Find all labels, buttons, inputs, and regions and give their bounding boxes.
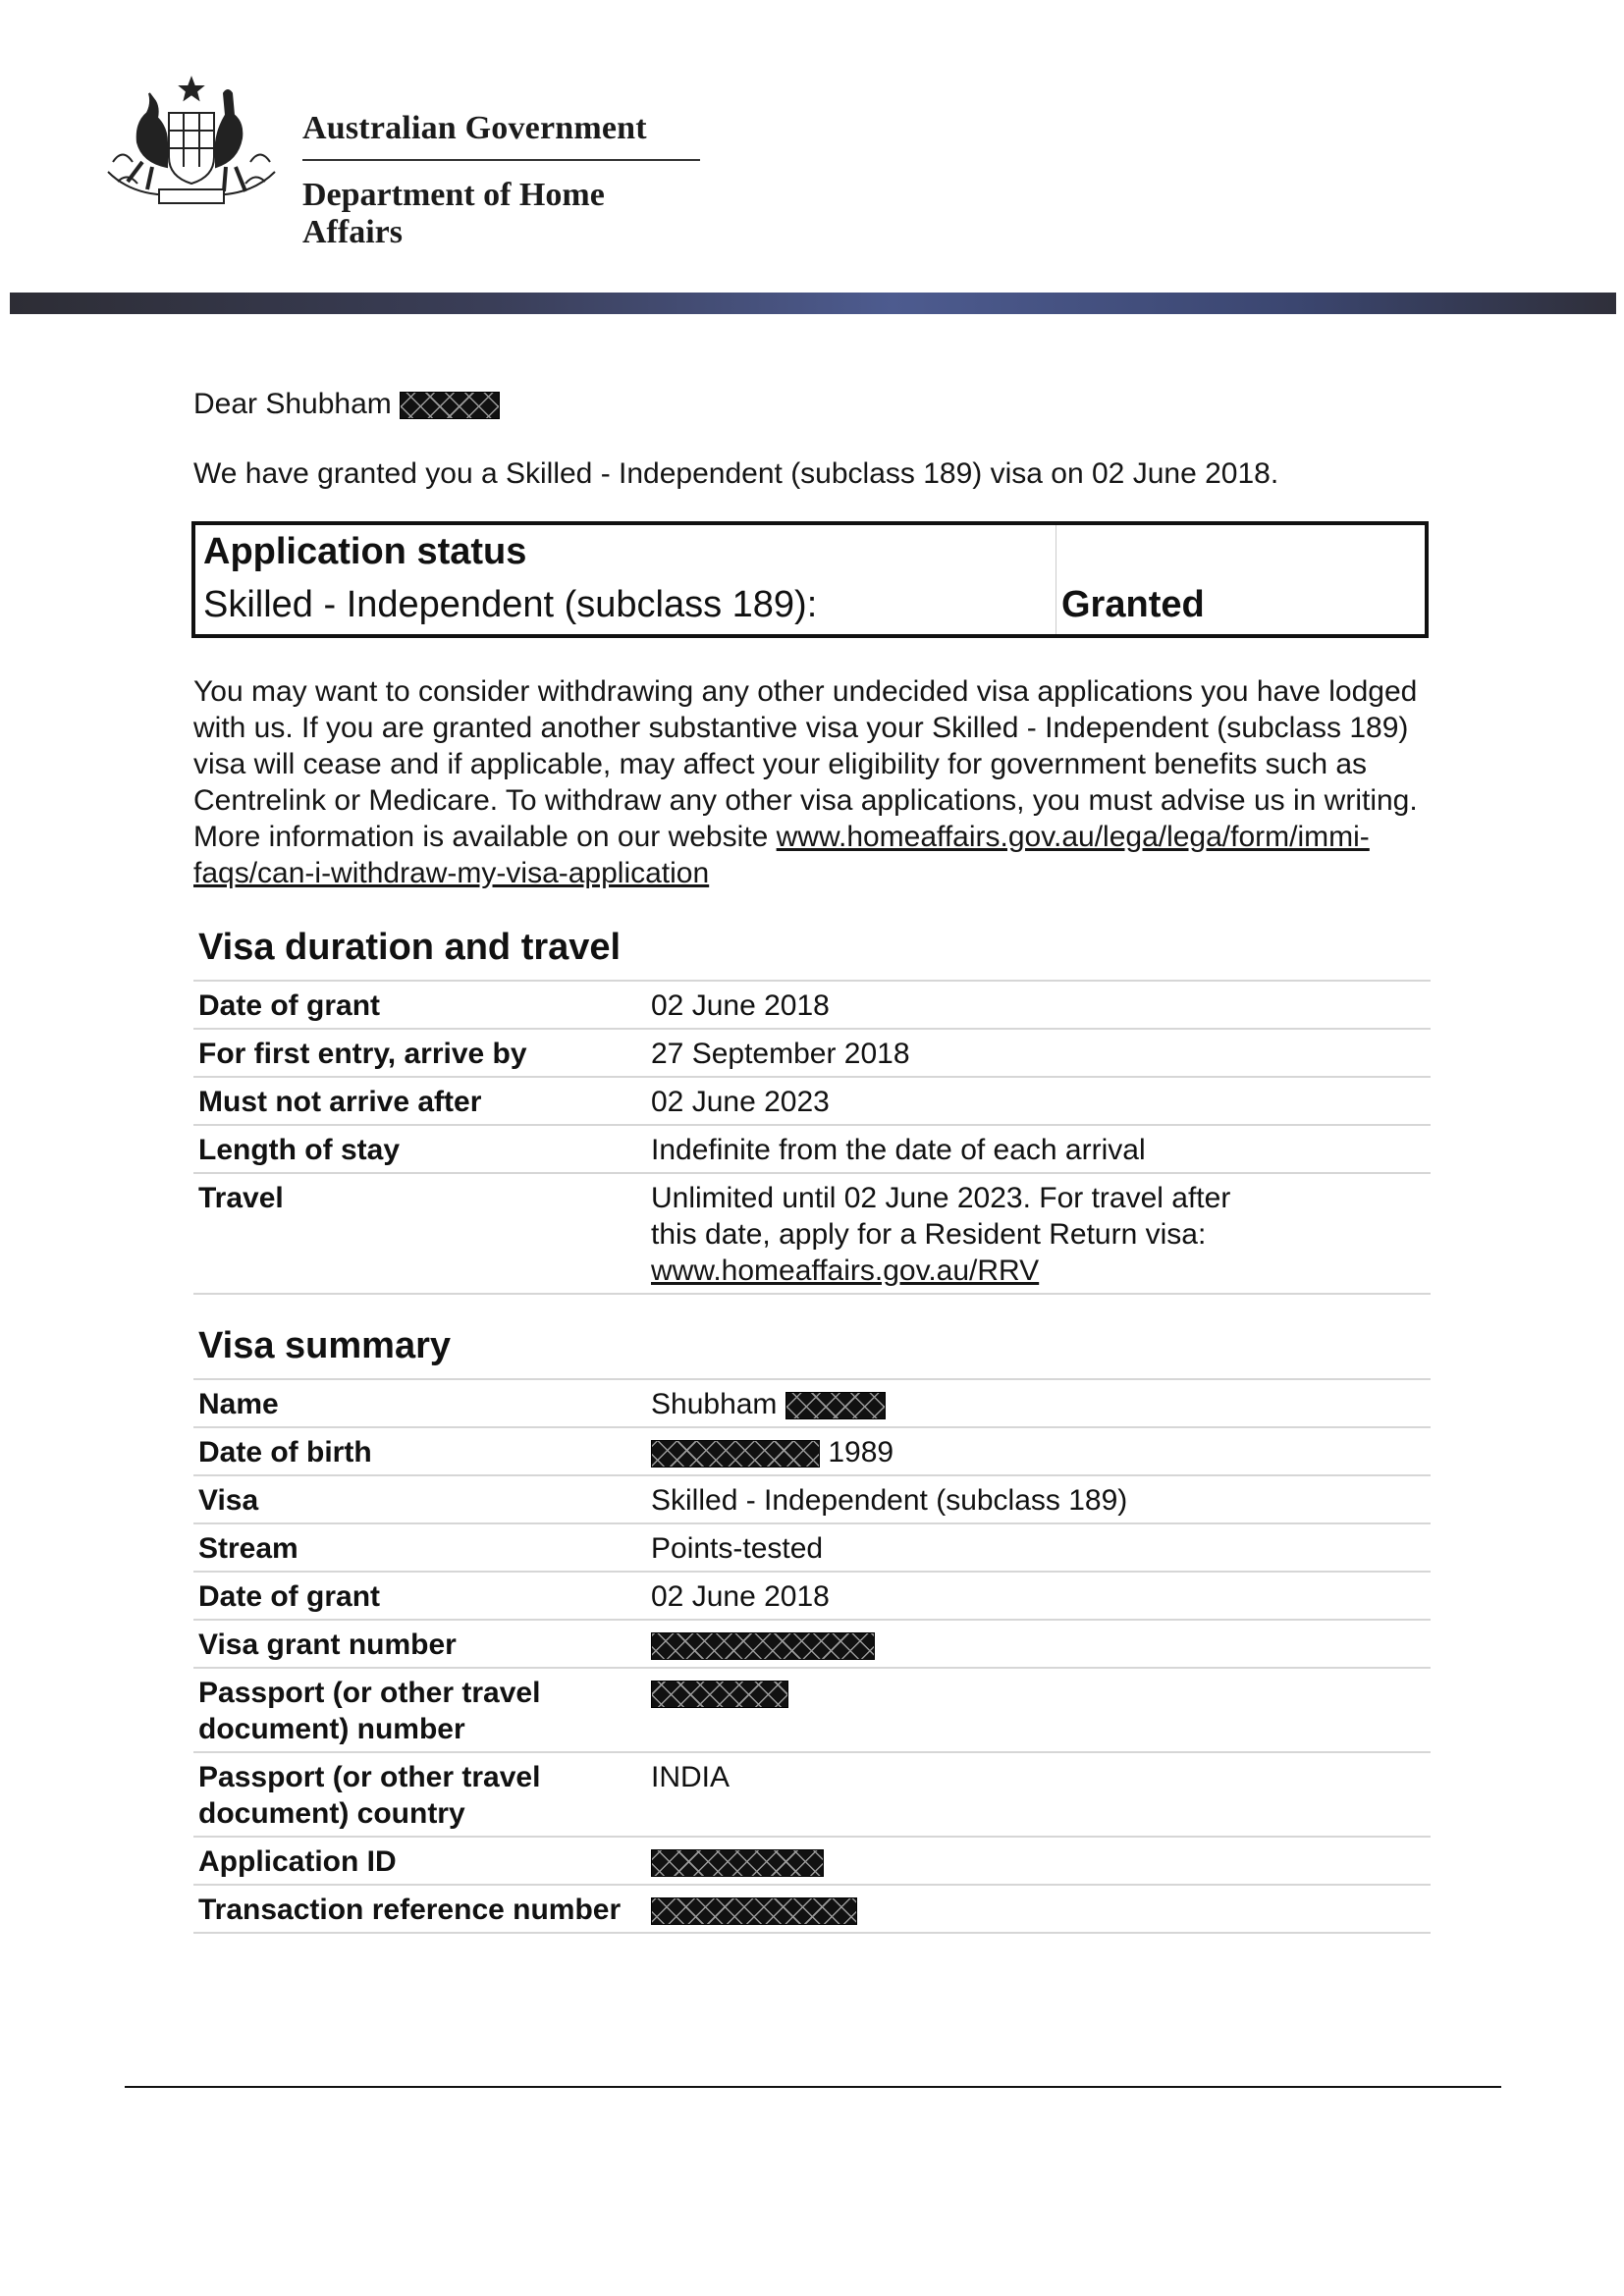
- redacted-grant-number: [651, 1632, 875, 1660]
- department-title: Department of Home Affairs: [302, 177, 605, 250]
- duration-table: [193, 980, 1431, 1295]
- redacted-transaction-number: [651, 1897, 857, 1925]
- application-status-box: [191, 521, 1429, 638]
- row-label: Must not arrive after: [198, 1086, 482, 1118]
- row-label: Name: [198, 1388, 279, 1420]
- row-value: 02 June 2018: [651, 989, 830, 1022]
- status-label: Skilled - Independent (subclass 189):: [203, 584, 818, 625]
- table-row: [193, 1886, 1431, 1934]
- table-row: [193, 1030, 1431, 1078]
- coat-of-arms-icon: [98, 74, 285, 221]
- table-row: [193, 1380, 1431, 1428]
- row-label: Application ID: [198, 1845, 397, 1878]
- row-label: Date of grant: [198, 1580, 381, 1613]
- row-value: Points-tested: [651, 1532, 824, 1565]
- table-row: [193, 1621, 1431, 1669]
- grant-sentence: We have granted you a Skilled - Independent (subclass 189) visa on 02 June 2018.: [193, 457, 1279, 490]
- government-title: Australian Government: [302, 110, 700, 161]
- row-label: Date of grant: [198, 989, 381, 1022]
- row-label: Date of birth: [198, 1436, 372, 1468]
- rrv-link[interactable]: www.homeaffairs.gov.au/RRV: [651, 1255, 1040, 1287]
- status-value: Granted: [1061, 584, 1205, 625]
- table-row: [193, 1838, 1431, 1886]
- row-label: Visa: [198, 1484, 259, 1517]
- table-row: [193, 1573, 1431, 1621]
- travel-line-2: this date, apply for a Resident Return visa:: [651, 1218, 1207, 1251]
- row-label: [193, 1669, 651, 1751]
- row-value: Skilled - Independent (subclass 189): [651, 1484, 1128, 1517]
- row-value: [651, 1428, 1431, 1474]
- header-brand: [302, 110, 700, 251]
- table-row: [193, 1174, 1431, 1295]
- table-row: [193, 1669, 1431, 1753]
- table-row: [193, 1753, 1431, 1838]
- duration-section-title: Visa duration and travel: [198, 927, 622, 968]
- travel-line-1: Unlimited until 02 June 2023. For travel after: [651, 1182, 1231, 1214]
- row-label: Stream: [198, 1532, 298, 1565]
- table-row: [193, 1126, 1431, 1174]
- withdraw-info-link[interactable]: www.homeaffairs.gov.au/lega/lega/form/immi-faqs/can-i-withdraw-my-visa-application: [193, 821, 1370, 889]
- summary-table: [193, 1378, 1431, 1934]
- table-row: [193, 1428, 1431, 1476]
- header-bar: [10, 293, 1616, 314]
- table-row: [193, 1476, 1431, 1524]
- passport-country-label-1: Passport (or other travel: [198, 1761, 541, 1793]
- status-title: Application status: [203, 531, 527, 572]
- row-value: 27 September 2018: [651, 1038, 910, 1070]
- row-value: [651, 1174, 1431, 1293]
- passport-country-label-2: document) country: [198, 1797, 465, 1830]
- summary-section-title: Visa summary: [198, 1325, 452, 1366]
- row-label: For first entry, arrive by: [198, 1038, 527, 1070]
- name-value: Shubham: [651, 1388, 778, 1420]
- redacted-surname: [785, 1392, 886, 1419]
- row-value: [651, 1838, 1431, 1884]
- row-label: Transaction reference number: [198, 1894, 622, 1926]
- row-label: Visa grant number: [198, 1629, 457, 1661]
- passport-number-label-2: document) number: [198, 1713, 465, 1745]
- redacted-application-id: [651, 1849, 824, 1877]
- row-value: [651, 1621, 1431, 1667]
- table-row: [193, 1078, 1431, 1126]
- redacted-birth-date: [651, 1440, 820, 1468]
- row-label: [193, 1753, 651, 1836]
- redacted-passport-number: [651, 1681, 788, 1708]
- row-label: Length of stay: [198, 1134, 401, 1166]
- withdraw-notice: [193, 673, 1445, 891]
- dob-year: 1989: [828, 1436, 894, 1468]
- row-value: 02 June 2023: [651, 1086, 830, 1118]
- row-value: Indefinite from the date of each arrival: [651, 1134, 1146, 1166]
- row-value: INDIA: [651, 1761, 731, 1793]
- row-label: Travel: [198, 1182, 284, 1214]
- row-value: [651, 1380, 1431, 1426]
- row-value: 02 June 2018: [651, 1580, 830, 1613]
- row-value: [651, 1886, 1431, 1932]
- footer-rule: [125, 2086, 1501, 2088]
- row-value: [651, 1669, 1431, 1751]
- table-row: [193, 1524, 1431, 1573]
- redacted-surname: [400, 392, 500, 419]
- notice-text: You may want to consider withdrawing any other undecided visa applications you have lodged with us. If you are granted another substantive visa your Skilled - Independent (subclass 189) visa will cease and if applicable, may affect your eligibility for government benefits such as Centrelink or Medicare. To withdraw any other visa applications, you must advise us in writing. More information is available on our website: [193, 675, 1418, 853]
- table-row: [193, 982, 1431, 1030]
- greeting: [193, 386, 500, 422]
- passport-number-label-1: Passport (or other travel: [198, 1677, 541, 1709]
- greeting-text: Dear Shubham: [193, 388, 392, 420]
